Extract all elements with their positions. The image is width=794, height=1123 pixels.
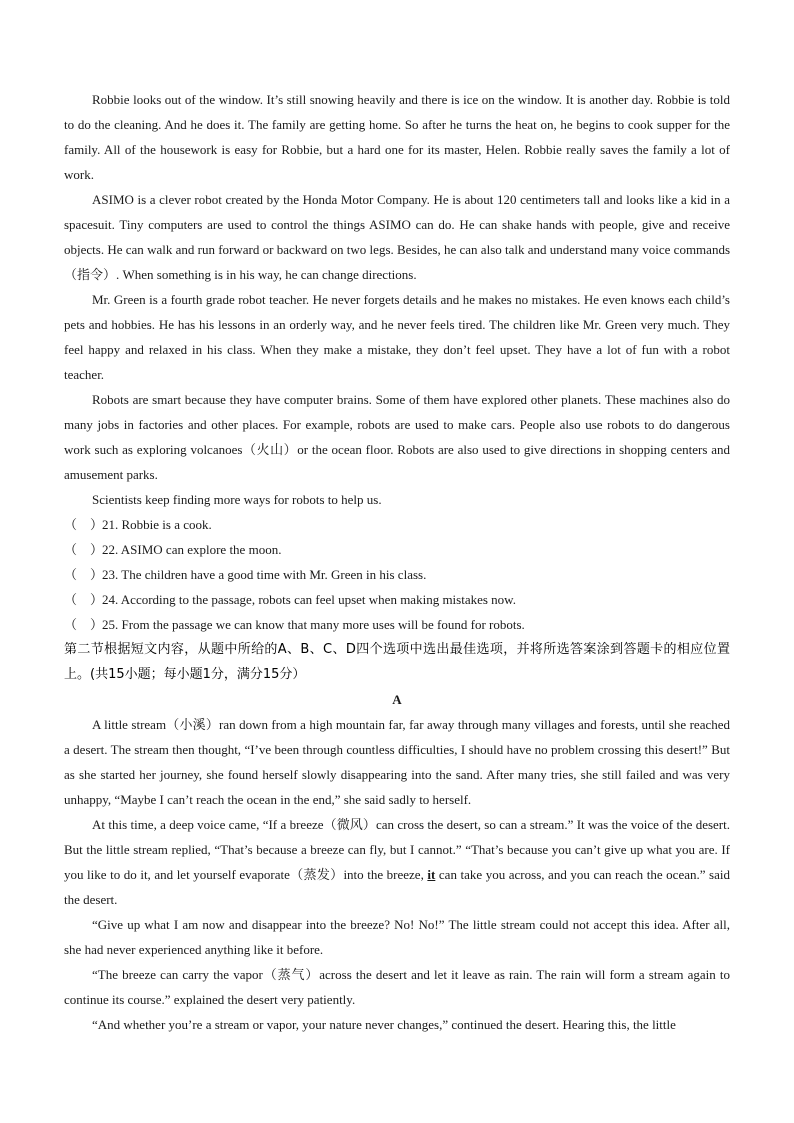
question-21 — [64, 512, 730, 537]
question-text: 25. From the passage we can know that many more uses will be found for robots. — [102, 617, 525, 632]
answer-blank[interactable]: （ ） — [64, 617, 104, 632]
paragraph-text: At this time, a deep voice came, “If a breeze（微风）can cross the desert, so can a stream.” It was the voice of the desert. But the little stream replied, “That’s because a breeze can fly, but I cannot.” “That’s because you can’t give up what you are. If you like to do it, and let yourself evaporate（蒸发）into the breeze, — [64, 817, 730, 882]
passage-heading: A — [392, 692, 402, 707]
paragraph-nature: “And whether you’re a stream or vapor, your nature never changes,” continued the desert. Hearing this, the little — [92, 1017, 676, 1032]
section-instructions: 第二节根据短文内容，从题中所给的A、B、C、D四个选项中选出最佳选项，并将所选答案涂到答题卡的相应位置上。(共15小题；每小题1分，满分15分） — [64, 642, 730, 682]
answer-blank[interactable]: （ ） — [64, 567, 104, 582]
paragraph-vapor: “The breeze can carry the vapor（蒸气）across the desert and let it leave as rain. The rain will form a stream again to continue its course.” explained the desert very patiently. — [64, 967, 730, 1007]
answer-blank[interactable]: （ ） — [64, 592, 104, 607]
question-24 — [64, 587, 730, 612]
paragraph-robots: Robots are smart because they have computer brains. Some of them have explored other planets. These machines also do many jobs in factories and other places. For example, robots are used to make cars. People also use robots to do dangerous work such as exploring volcanoes（火山）or the ocean floor. Robots are also used to give directions in shopping centers and amusement parks. — [64, 392, 730, 482]
question-text: 23. The children have a good time with Mr. Green in his class. — [102, 567, 427, 582]
question-23 — [64, 562, 730, 587]
underlined-word: it — [427, 867, 436, 882]
paragraph-stream: A little stream（小溪）ran down from a high mountain far, far away through many villages and forests, until she reached a desert. The stream then thought, “I’ve been through countless difficulties, I should have no problem crossing this desert!” But as she started her journey, she found herself slowly disappearing into the sand. After many tries, she still failed and was very unhappy, “Maybe I can’t reach the ocean in the end,” she said sadly to herself. — [64, 717, 730, 807]
exam-page — [64, 87, 730, 1037]
answer-blank[interactable]: （ ） — [64, 517, 104, 532]
question-text: 21. Robbie is a cook. — [102, 517, 212, 532]
paragraph-text: can take you across, and you can reach the ocean.” said the desert. — [64, 867, 730, 907]
paragraph-mr-green: Mr. Green is a fourth grade robot teacher. He never forgets details and he makes no mistakes. He even knows each child’s pets and hobbies. He has his lessons in an orderly way, and he never feels tired. The children like Mr. Green very much. They feel happy and relaxed in his class. When they make a mistake, they don’t feel upset. They have a lot of fun with a robot teacher. — [64, 292, 730, 382]
paragraph-scientists: Scientists keep finding more ways for robots to help us. — [92, 492, 382, 507]
answer-blank[interactable]: （ ） — [64, 542, 104, 557]
paragraph-robbie: Robbie looks out of the window. It’s still snowing heavily and there is ice on the window. It is another day. Robbie is told to do the cleaning. And he does it. The family are getting home. So after he turns the heat on, he begins to cook supper for the family. All of the housework is easy for Robbie, but a hard one for its master, Helen. Robbie really saves the family a lot of work. — [64, 92, 730, 182]
paragraph-desert-voice — [64, 812, 730, 912]
question-text: 22. ASIMO can explore the moon. — [102, 542, 282, 557]
paragraph-give-up: “Give up what I am now and disappear into the breeze? No! No!” The little stream could not accept this idea. After all, she had never experienced anything like it before. — [64, 917, 730, 957]
paragraph-asimo: ASIMO is a clever robot created by the Honda Motor Company. He is about 120 centimeters tall and looks like a kid in a spacesuit. Tiny computers are used to control the things ASIMO can do. He can shake hands with people, give and receive objects. He can walk and run forward or backward on two legs. Besides, he can also talk and understand many voice commands（指令）. When something is in his way, he can change directions. — [64, 192, 730, 282]
question-text: 24. According to the passage, robots can feel upset when making mistakes now. — [102, 592, 516, 607]
question-22 — [64, 537, 730, 562]
question-25 — [64, 612, 730, 637]
